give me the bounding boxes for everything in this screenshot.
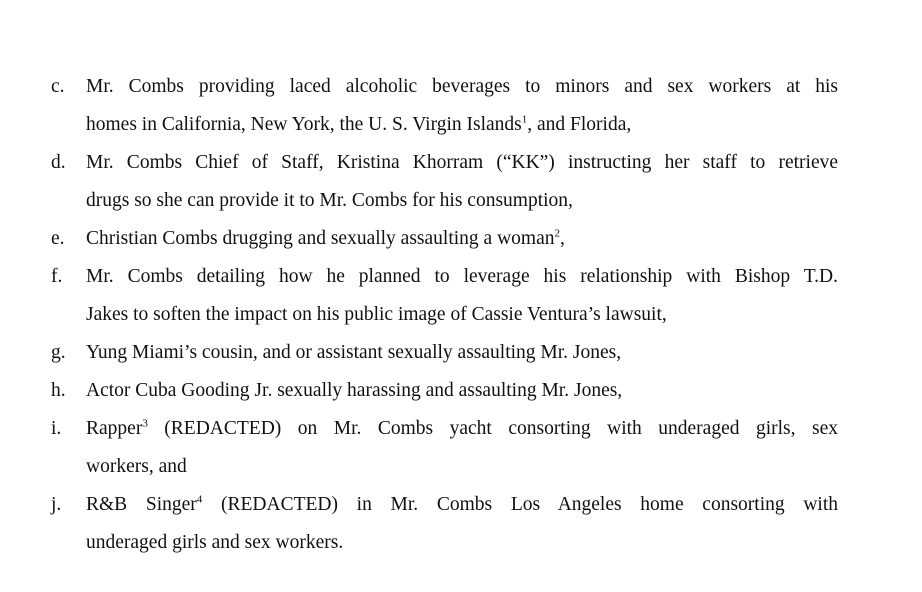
footnote-ref: 2 bbox=[554, 227, 560, 240]
list-marker: f. bbox=[51, 266, 63, 287]
item-text-line bbox=[86, 410, 838, 448]
item-text-line: workers, and bbox=[86, 456, 187, 477]
list-marker: e. bbox=[51, 228, 65, 249]
item-text-line: Yung Miami’s cousin, and or assistant sexually assaulting Mr. Jones, bbox=[86, 342, 622, 363]
list-marker: d. bbox=[51, 152, 66, 173]
list-item bbox=[0, 220, 838, 258]
item-text-line: underaged girls and sex workers. bbox=[86, 532, 344, 553]
list-item bbox=[0, 68, 838, 144]
footnote-ref: 3 bbox=[142, 417, 148, 430]
item-text-line: drugs so she can provide it to Mr. Combs for his consumption, bbox=[86, 190, 573, 211]
list-item bbox=[0, 334, 838, 372]
item-text: , and Florida, bbox=[527, 114, 632, 135]
item-text: (REDACTED) on Mr. Combs yacht consorting with underaged girls, sex bbox=[147, 418, 838, 439]
list-item bbox=[0, 410, 838, 486]
item-text: , bbox=[560, 228, 565, 249]
item-text: (REDACTED) in Mr. Combs Los Angeles home consorting with bbox=[202, 494, 838, 515]
item-text: Rapper bbox=[86, 418, 143, 439]
list-marker: c. bbox=[51, 76, 65, 97]
list-item bbox=[0, 144, 838, 220]
allegation-list bbox=[0, 68, 922, 562]
footnote-ref: 1 bbox=[521, 113, 528, 126]
item-text-line: Mr. Combs detailing how he planned to leverage his relationship with Bishop T.D. bbox=[86, 266, 838, 287]
list-marker: h. bbox=[51, 380, 66, 401]
item-text: homes in California, New York, the U. S. Virgin Islands bbox=[86, 114, 522, 135]
item-text-line: Jakes to soften the impact on his public image of Cassie Ventura’s lawsuit, bbox=[86, 304, 667, 325]
item-text-line bbox=[86, 220, 838, 258]
item-text-line: Mr. Combs Chief of Staff, Kristina Khorram (“KK”) instructing her staff to retrieve bbox=[86, 152, 838, 173]
list-marker: i. bbox=[51, 418, 62, 439]
list-marker: j. bbox=[51, 494, 62, 515]
list-item bbox=[0, 258, 838, 334]
item-text-line bbox=[86, 486, 838, 524]
item-text-line: Mr. Combs providing laced alcoholic beverages to minors and sex workers at his bbox=[86, 76, 838, 97]
footnote-ref: 4 bbox=[196, 493, 203, 506]
item-text: R&B Singer bbox=[86, 494, 197, 515]
item-text-line: Actor Cuba Gooding Jr. sexually harassing and assaulting Mr. Jones, bbox=[86, 380, 623, 401]
list-item bbox=[0, 372, 838, 410]
item-text: Christian Combs drugging and sexually assaulting a woman bbox=[86, 228, 555, 249]
item-text-line bbox=[86, 106, 838, 144]
list-marker: g. bbox=[51, 342, 66, 363]
list-item bbox=[0, 486, 838, 562]
